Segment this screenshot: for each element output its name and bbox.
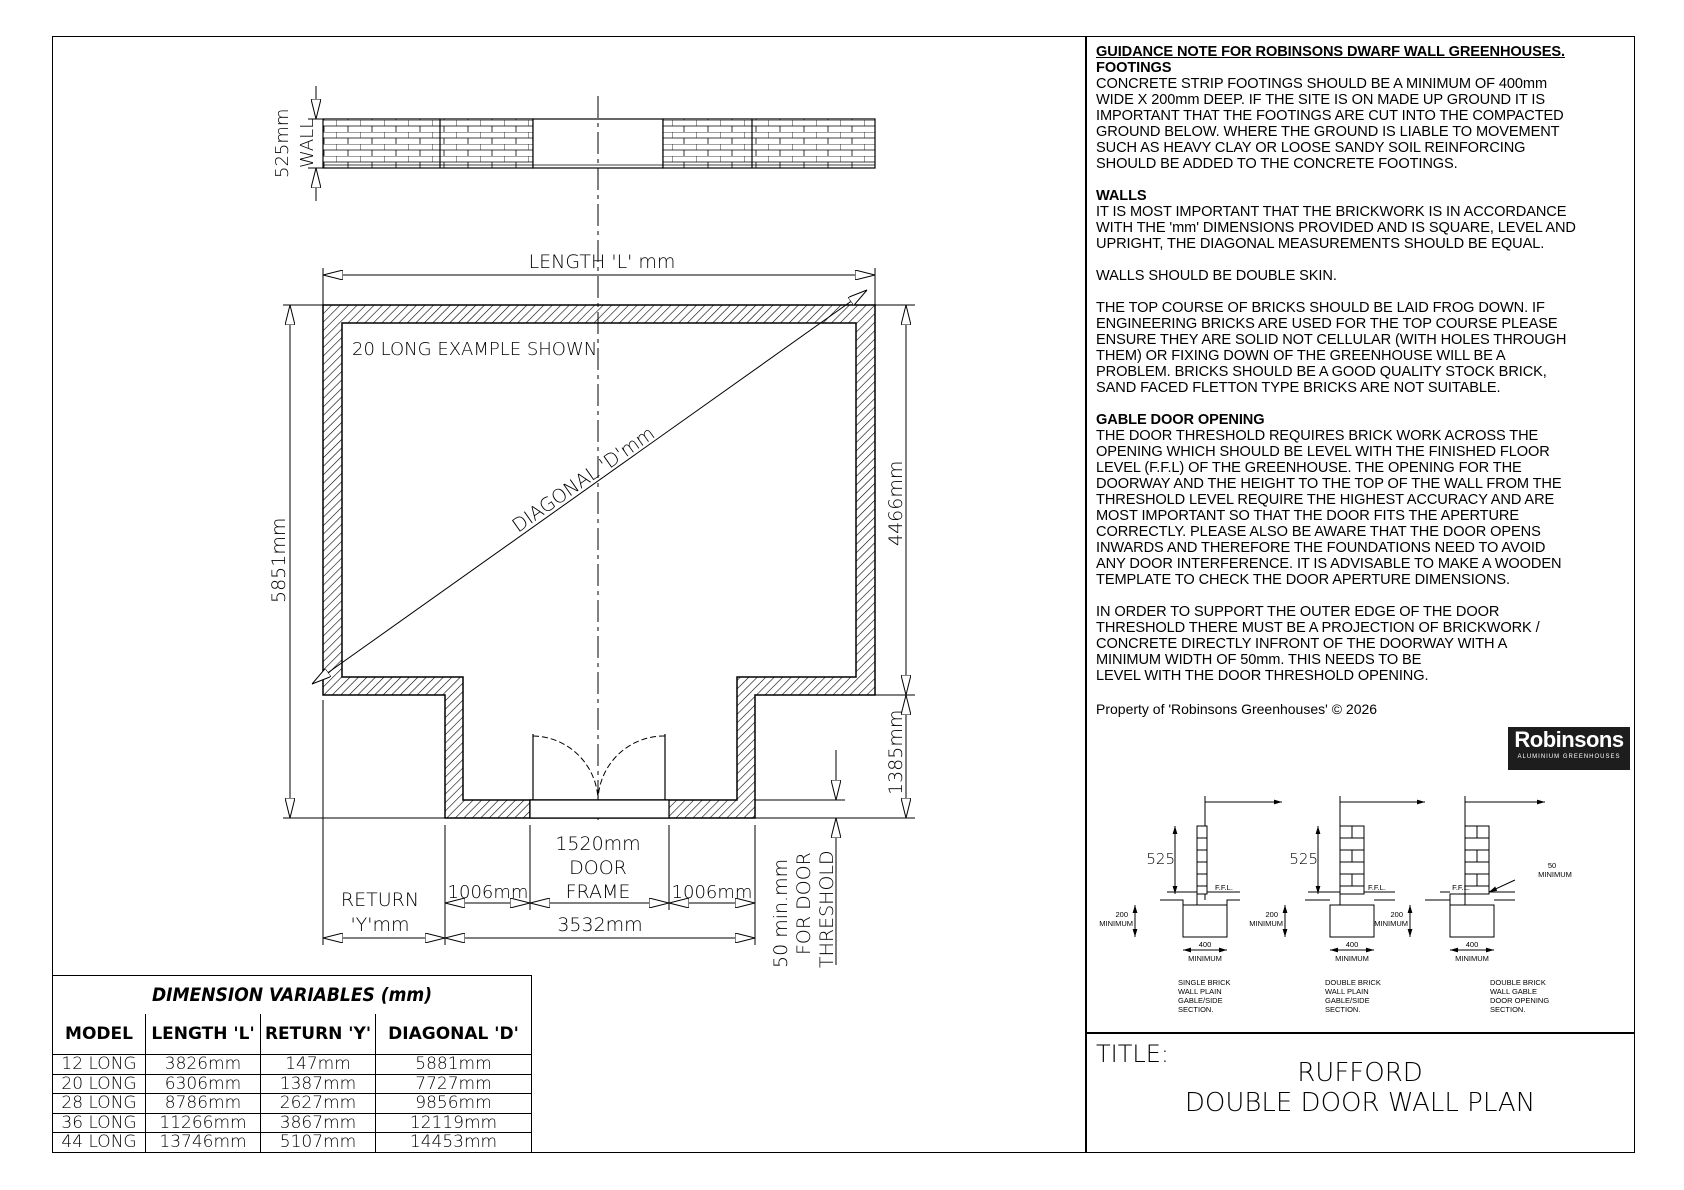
section1-caption-2: WALL PLAIN [1178,987,1222,996]
notes-line: WALLS SHOULD BE DOUBLE SKIN. [1096,268,1337,284]
notes-line: CONCRETE STRIP FOOTINGS SHOULD BE A MINIMUM OF 400mm [1096,76,1548,92]
table-row [53,1055,532,1075]
section2-min400-b: MINIMUM [1335,954,1369,963]
threshold-label-3: THRESHOLD [816,850,838,968]
section3-min400-a: 400 [1465,940,1479,949]
notes-line: LEVEL (F.F.L) OF THE GREENHOUSE. THE OPENING FOR THE [1096,460,1522,476]
threshold-label-1: 50 min.mm [770,858,792,968]
table-cell: 11266mm [146,1113,261,1133]
notes-line: WIDE X 200mm DEEP. IF THE SITE IS ON MADE UP GROUND IT IS [1096,92,1545,108]
section2-min400-a: 400 [1345,940,1359,949]
notes-body [1096,60,1636,684]
wall-elevation [308,86,875,201]
section1-ffl: F.F.L. [1215,883,1233,892]
notes-line: TEMPLATE TO CHECK THE DOOR APERTURE DIMENSIONS. [1096,572,1511,588]
table-cell: 20 LONG [53,1074,146,1094]
notes-line: LEVEL WITH THE DOOR THRESHOLD OPENING. [1096,668,1429,684]
return-label-2: 'Y'mm [350,914,410,936]
table-cell: 8786mm [146,1094,261,1114]
section1-caption-1: SINGLE BRICK [1178,978,1231,987]
section3-caption-4: SECTION. [1490,1005,1526,1014]
title-label: TITLE: [1096,1040,1170,1068]
header-return: RETURN 'Y' [261,1014,376,1055]
notes-line: SUCH AS HEAVY CLAY OR LOOSE SANDY SOIL REINFORCING [1096,140,1526,156]
door-frame-label-1: 1520mm [555,833,641,855]
notes-line: CONCRETE DIRECTLY INFRONT OF THE DOORWAY WITH A [1096,636,1508,652]
side-right-label: 1006mm [671,882,753,903]
notes-line: SHOULD BE ADDED TO THE CONCRETE FOOTINGS. [1096,156,1458,172]
main-depth-label: 4466mm [885,460,907,546]
notes-section [1096,268,1636,284]
table-cell: 147mm [261,1055,376,1075]
section3-min50-a: 50 [1547,861,1557,870]
notes-line: PROBLEM. BRICKS SHOULD BE A GOOD QUALITY STOCK BRICK, [1096,364,1547,380]
section1-min400-b: MINIMUM [1188,954,1222,963]
section2-caption-3: GABLE/SIDE [1325,996,1370,1005]
notes-line: WITH THE 'mm' DIMENSIONS PROVIDED AND IS SQUARE, LEVEL AND [1096,220,1576,236]
notes-line: OPENING WHICH SHOULD BE LEVEL WITH THE FINISHED FLOOR [1096,444,1550,460]
notes-section [1096,60,1636,172]
property-notice: Property of 'Robinsons Greenhouses' © 2026 [1096,701,1378,717]
notes-line: THRESHOLD THERE MUST BE A PROJECTION OF BRICKWORK / [1096,620,1540,636]
guidance-heading: GUIDANCE NOTE FOR ROBINSONS DWARF WALL GREENHOUSES. [1096,44,1565,60]
notes-line: MOST IMPORTANT SO THAT THE DOOR FITS THE APERTURE [1096,508,1519,524]
table-caption: DIMENSION VARIABLES (mm) [53,976,532,1015]
section3-min50-b: MINIMUM [1538,870,1572,879]
notes-line: GROUND BELOW. WHERE THE GROUND IS LIABLE TO MOVEMENT [1096,124,1560,140]
section2-dim: 525 [1289,850,1318,868]
notes-line: IT IS MOST IMPORTANT THAT THE BRICKWORK IS IN ACCORDANCE [1096,204,1567,220]
section-details [1135,796,1545,950]
table-cell: 12 LONG [53,1055,146,1075]
return-label-1: RETURN [340,889,420,911]
title-line-2: DOUBLE DOOR WALL PLAN [1184,1088,1536,1118]
section3-min200-b: MINIMUM [1374,919,1408,928]
notes-section-title: GABLE DOOR OPENING [1096,412,1265,428]
section3-ffl: F.F.L. [1452,883,1470,892]
section1-min200-b: MINIMUM [1099,919,1133,928]
door-swing [533,736,665,800]
section3-min200-a: 200 [1390,910,1403,919]
notes-line: IMPORTANT THAT THE FOOTINGS ARE CUT INTO THE COMPACTED [1096,108,1564,124]
example-label: 20 LONG EXAMPLE SHOWN [352,339,598,360]
plan-wall [323,305,875,818]
porch-width-label: 3532mm [557,914,643,936]
section2-caption-4: SECTION. [1325,1005,1361,1014]
notes-line: MINIMUM WIDTH OF 50mm. THIS NEEDS TO BE [1096,652,1422,668]
robinsons-logo [1508,727,1630,770]
notes-line: UPRIGHT, THE DIAGONAL MEASUREMENTS SHOULD BE EQUAL. [1096,236,1545,252]
section2-min200-a: 200 [1265,910,1278,919]
notes-line: THE TOP COURSE OF BRICKS SHOULD BE LAID FROG DOWN. IF [1096,300,1545,316]
section1-min400-a: 400 [1198,940,1212,949]
table-cell: 13746mm [146,1133,261,1153]
notes-line: THEM) OR FIXING DOWN OF THE GREENHOUSE WILL BE A [1096,348,1506,364]
diagonal-label: DIAGONAL 'D'mm [508,422,659,538]
table-row [53,1094,532,1114]
table-cell: 44 LONG [53,1133,146,1153]
section1-caption-3: GABLE/SIDE [1178,996,1223,1005]
notes-line: CORRECTLY. PLEASE ALSO BE AWARE THAT THE DOOR OPENS [1096,524,1541,540]
section3-min400-b: MINIMUM [1455,954,1489,963]
table-cell: 14453mm [376,1133,532,1153]
threshold-label-2: FOR DOOR [793,852,815,955]
notes-section-title: WALLS [1096,188,1147,204]
table-cell: 7727mm [376,1074,532,1094]
total-depth-label: 5851mm [268,517,290,603]
section2-ffl: F.F.L. [1368,883,1386,892]
table-cell: 3867mm [261,1113,376,1133]
notes-section [1096,188,1636,252]
section3-caption-3: DOOR OPENING [1490,996,1550,1005]
header-length: LENGTH 'L' [146,1014,261,1055]
table-cell: 2627mm [261,1094,376,1114]
notes-line: ANY DOOR INTERFERENCE. IT IS ADVISABLE TO MAKE A WOODEN [1096,556,1562,572]
section3-caption-2: WALL GABLE [1490,987,1537,996]
section2-caption-2: WALL PLAIN [1325,987,1369,996]
table-cell: 12119mm [376,1113,532,1133]
notes-section [1096,412,1636,588]
header-diagonal: DIAGONAL 'D' [376,1014,532,1055]
notes-section [1096,300,1636,396]
table-row [53,1133,532,1153]
guidance-notes [1096,44,1636,700]
section2-min200-b: MINIMUM [1249,919,1283,928]
section1-min200-a: 200 [1115,910,1128,919]
table-cell: 5107mm [261,1133,376,1153]
notes-line: INWARDS AND THEREFORE THE FOUNDATIONS NEED TO AVOID [1096,540,1546,556]
section1-caption-4: SECTION. [1178,1005,1214,1014]
section3-caption-1: DOUBLE BRICK [1490,978,1546,987]
notes-line: SAND FACED FLETTON TYPE BRICKS ARE NOT SUITABLE. [1096,380,1501,396]
table-cell: 3826mm [146,1055,261,1075]
notes-line: ENGINEERING BRICKS ARE USED FOR THE TOP COURSE PLEASE [1096,316,1558,332]
header-model: MODEL [53,1014,146,1055]
table-body [53,1055,532,1153]
table-cell: 9856mm [376,1094,532,1114]
wall-label: WALL [297,118,318,168]
door-frame-label-3: FRAME [565,881,631,903]
notes-line: THE DOOR THRESHOLD REQUIRES BRICK WORK ACROSS THE [1096,428,1539,444]
dimension-table [52,975,532,1153]
notes-line: DOORWAY AND THE HEIGHT TO THE TOP OF THE WALL FROM THE [1096,476,1562,492]
table-cell: 28 LONG [53,1094,146,1114]
notes-section [1096,604,1636,684]
table-cell: 5881mm [376,1055,532,1075]
table-row [53,1074,532,1094]
table-cell: 6306mm [146,1074,261,1094]
notes-line: IN ORDER TO SUPPORT THE OUTER EDGE OF THE DOOR [1096,604,1500,620]
length-label: LENGTH 'L' mm [528,251,676,273]
table-cell: 1387mm [261,1074,376,1094]
table-cell: 36 LONG [53,1113,146,1133]
notes-line: THRESHOLD LEVEL REQUIRE THE HIGHEST ACCURACY AND ARE [1096,492,1555,508]
section2-caption-1: DOUBLE BRICK [1325,978,1381,987]
door-frame-label-2: DOOR [569,857,627,879]
notes-line: ENSURE THEY ARE SOLID NOT CELLULAR (WITH HOLES THROUGH [1096,332,1567,348]
wall-height-label: 525mm [272,108,293,178]
logo-tagline: ALUMINIUM GREENHOUSES [1517,754,1621,760]
section1-dim: 525 [1146,850,1175,868]
porch-depth-label: 1385mm [885,709,907,795]
title-line-1: RUFFORD [1297,1058,1423,1088]
table-row [53,1113,532,1133]
side-left-label: 1006mm [447,882,529,903]
notes-section-title: FOOTINGS [1096,60,1172,76]
logo-name: Robinsons [1514,727,1624,752]
